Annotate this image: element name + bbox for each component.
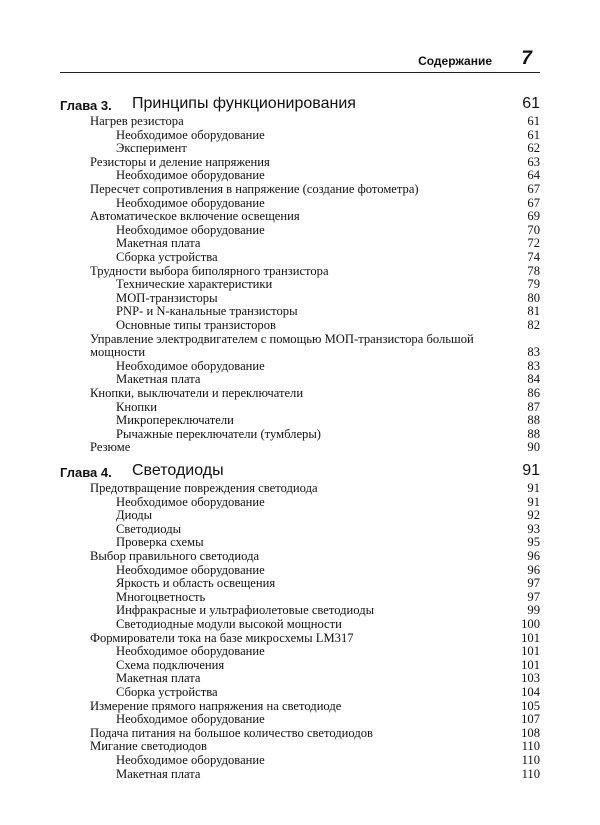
toc-entry-page: 67 [527, 182, 540, 196]
toc-entry-title: Необходимое оборудование [116, 753, 265, 767]
toc-entry-title: Формирователи тока на базе микросхемы LM317 [90, 630, 354, 645]
toc-entry-page: 91 [527, 481, 540, 495]
toc-entry-page: 83 [527, 345, 540, 360]
chapter-title: Светодиоды [132, 462, 224, 479]
toc-entry-page: 78 [527, 263, 540, 278]
toc-entry-title: Кнопки, выключатели и переключатели [90, 386, 304, 400]
chapter-page-number: 91 [522, 462, 540, 479]
toc-entry-page: 107 [521, 712, 540, 727]
chapter-heading [60, 95, 540, 115]
toc-entry-title: Сборка устройства [116, 250, 218, 264]
toc-entry-title: Инфракрасные и ультрафиолетовые светодиоды [116, 603, 375, 618]
running-header [60, 48, 540, 73]
toc-entry-title: Подача питания на большое количество светодиодов [90, 725, 373, 740]
toc-entry-title: Мигание светодиодов [90, 739, 207, 754]
toc-entry-title: Трудности выбора биполярного транзистора [90, 263, 329, 278]
toc-entry-title: Управление электродвигателем с помощью МОП-транзистора большой [90, 331, 474, 346]
toc-entry-title: Резисторы и деление напряжения [90, 154, 270, 169]
toc-entry-title: Технические характеристики [116, 277, 273, 292]
toc-entry-title: Многоцветность [116, 589, 206, 604]
toc-entry-page: 69 [527, 209, 540, 224]
toc-entry-title: Пересчет сопротивления в напряжение (создание фотометра) [90, 182, 419, 196]
toc-entry-title: Необходимое оборудование [116, 195, 265, 210]
toc-entry-title: Светодиодные модули высокой мощности [116, 617, 342, 631]
toc-entry-page: 100 [521, 617, 540, 631]
toc-entry-page: 83 [527, 358, 540, 373]
toc-entry-title: Измерение прямого напряжения на светодиоде [90, 698, 342, 713]
toc-entry-page: 72 [527, 236, 540, 251]
toc-entry-title: Автоматическое включение освещения [90, 209, 300, 224]
toc-entry-page: 91 [527, 494, 540, 509]
toc-entry-title: Макетная плата [116, 236, 201, 251]
toc-entry-page: 63 [527, 154, 540, 169]
chapter-heading [60, 462, 540, 482]
toc-entry-title: МОП-транзисторы [116, 290, 218, 305]
toc-entry-page: 92 [527, 508, 540, 523]
toc-entry-title: Необходимое оборудование [116, 562, 265, 577]
toc-entry-title: Светодиоды [116, 521, 182, 536]
toc-entry-page: 87 [527, 399, 540, 414]
toc-entry-title: Эксперимент [116, 141, 187, 156]
chapter-label: Глава 4. [60, 465, 112, 480]
toc-entry-title: Диоды [116, 508, 153, 523]
toc-entry-title: Предотвращение повреждения светодиода [90, 481, 318, 495]
toc-entry-page: 110 [521, 766, 540, 781]
toc-entry-title: PNP- и N-канальные транзисторы [116, 304, 298, 319]
toc-entry-page: 62 [527, 141, 540, 156]
toc-entry-page: 95 [527, 535, 540, 550]
toc-entry-page: 110 [521, 739, 540, 754]
running-header-title: Содержание [418, 54, 492, 68]
toc-entry-page: 93 [527, 521, 540, 536]
toc-entry-page: 97 [527, 589, 540, 604]
toc-entry-title: Макетная плата [116, 671, 201, 686]
toc-entry-title: Сборка устройства [116, 685, 218, 699]
toc-entry-title: Необходимое оборудование [116, 127, 265, 142]
toc-entry-title: Необходимое оборудование [116, 644, 265, 659]
toc-entry-page: 108 [521, 725, 540, 740]
toc-entry-page: 74 [527, 250, 540, 264]
chapter-label: Глава 3. [60, 98, 112, 113]
toc-entry-title: Микропереключатели [116, 413, 234, 428]
toc-entry-page: 81 [527, 304, 540, 319]
toc-entry-page: 67 [527, 195, 540, 210]
toc-entry-title: Кнопки [116, 399, 158, 414]
toc-entry-title: Резюме [90, 440, 131, 455]
toc-entry-page: 101 [521, 657, 540, 672]
toc-entry-page: 97 [527, 576, 540, 591]
toc-entry-page: 101 [521, 644, 540, 659]
toc-entry-title: Необходимое оборудование [116, 222, 265, 237]
toc-entry-page: 99 [527, 603, 540, 618]
toc-entry-title: Рычажные переключатели (тумблеры) [116, 426, 321, 441]
toc-entry-title: Выбор правильного светодиода [90, 549, 260, 563]
toc-entry-title: Схема подключения [116, 657, 225, 672]
toc-entry-title: Необходимое оборудование [116, 358, 265, 373]
toc-entry-title: Яркость и область освещения [116, 576, 276, 591]
page-number: 7 [521, 48, 532, 69]
toc-entry-page: 82 [527, 318, 540, 332]
toc-entry-page: 84 [527, 372, 540, 387]
toc-entry-title: Макетная плата [116, 766, 201, 781]
toc-entry-page: 79 [527, 277, 540, 292]
toc-entry-title: мощности [90, 345, 146, 360]
toc-entry-page: 64 [527, 168, 540, 183]
toc-entry-page: 86 [527, 386, 540, 400]
toc-entry-page: 96 [527, 562, 540, 577]
toc-entry-page: 61 [527, 127, 540, 142]
toc-entry-page: 70 [527, 222, 540, 237]
toc-entry-page: 96 [527, 549, 540, 563]
toc-entry-page: 105 [521, 698, 540, 713]
toc-entry-page: 103 [521, 671, 540, 686]
toc-entry-page: 88 [527, 413, 540, 428]
toc-entry-title: Нагрев резистора [90, 114, 184, 128]
toc-entry-page: 80 [527, 290, 540, 305]
toc-entry-page: 61 [527, 114, 540, 128]
toc-entry-title: Макетная плата [116, 372, 201, 387]
toc-entry-page: 90 [527, 440, 540, 455]
toc-entry-page: 104 [521, 685, 540, 699]
toc-entry-title: Необходимое оборудование [116, 168, 265, 183]
chapter-title: Принципы функционирования [132, 95, 356, 112]
toc-entry-page: 101 [521, 630, 540, 645]
toc-entry-title: Необходимое оборудование [116, 494, 265, 509]
toc-entry-page: 88 [527, 426, 540, 441]
chapter-page-number: 61 [522, 95, 540, 112]
toc-entry-title: Проверка схемы [116, 535, 204, 550]
toc-entry-title: Необходимое оборудование [116, 712, 265, 727]
toc-entry-page: 110 [521, 753, 540, 767]
toc-entry-title: Основные типы транзисторов [116, 318, 276, 332]
